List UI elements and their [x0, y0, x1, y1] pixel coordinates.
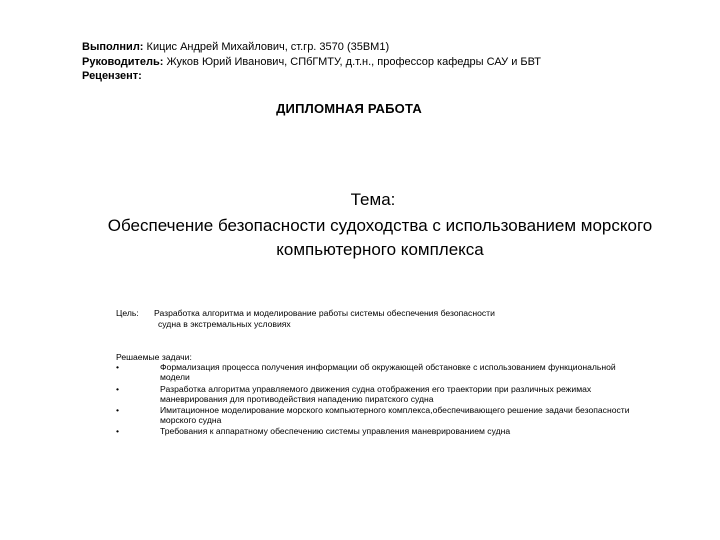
task-text: Требования к аппаратному обеспечению системы управления маневрированием судна	[160, 426, 511, 437]
goal-line-1	[116, 308, 616, 319]
task-text: Разработка алгоритма управляемого движения судна отображения его траектории при различных режимах маневрирования для противодействия нападению пиратского судна	[160, 383, 592, 404]
bullet-icon: •	[116, 405, 120, 416]
goal-text-1: Разработка алгоритма и моделирование работы системы обеспечения безопасности	[154, 308, 495, 318]
bullet-icon: •	[116, 383, 120, 394]
goal-label: Цель:	[116, 308, 139, 318]
author-value: Кицис Андрей Михайлович, ст.гр. 3570 (35ВМ1)	[146, 41, 390, 53]
bullet-icon: •	[116, 426, 120, 437]
topic-label	[0, 190, 720, 210]
bullet-icon: •	[116, 362, 120, 373]
document-type-heading	[0, 101, 720, 116]
supervisor-value: Жуков Юрий Иванович, СПбГМТУ, д.т.н., профессор кафедры САУ и БВТ	[166, 55, 541, 68]
credits-block	[82, 40, 541, 84]
author-row	[82, 40, 541, 55]
topic-label-text: Тема:	[350, 190, 396, 209]
task-item	[116, 384, 636, 404]
task-text: Формализация процесса получения информации об окружающей обстановке с использованием функциональной модели	[160, 362, 616, 383]
goal-block	[116, 308, 616, 330]
task-text: Имитационное моделирование морского компьютерного комплекса,обеспечивающего решение задачи безопасности морского судна	[160, 405, 630, 426]
goal-line-2: судна в экстремальных условиях	[158, 319, 291, 329]
supervisor-label: Руководитель:	[82, 55, 164, 68]
author-label: Выполнил:	[82, 41, 144, 53]
document-type-text: ДИПЛОМНАЯ РАБОТА	[276, 101, 422, 116]
task-item	[116, 426, 636, 436]
reviewer-label: Рецензент:	[82, 70, 142, 82]
task-item	[116, 405, 636, 425]
task-item	[116, 362, 636, 382]
tasks-block	[116, 352, 636, 437]
tasks-heading: Решаемые задачи:	[116, 352, 192, 362]
supervisor-row	[82, 55, 541, 70]
reviewer-row	[82, 69, 541, 84]
topic-title: Обеспечение безопасности судоходства с использованием морского компьютерного комплекса	[107, 216, 653, 259]
